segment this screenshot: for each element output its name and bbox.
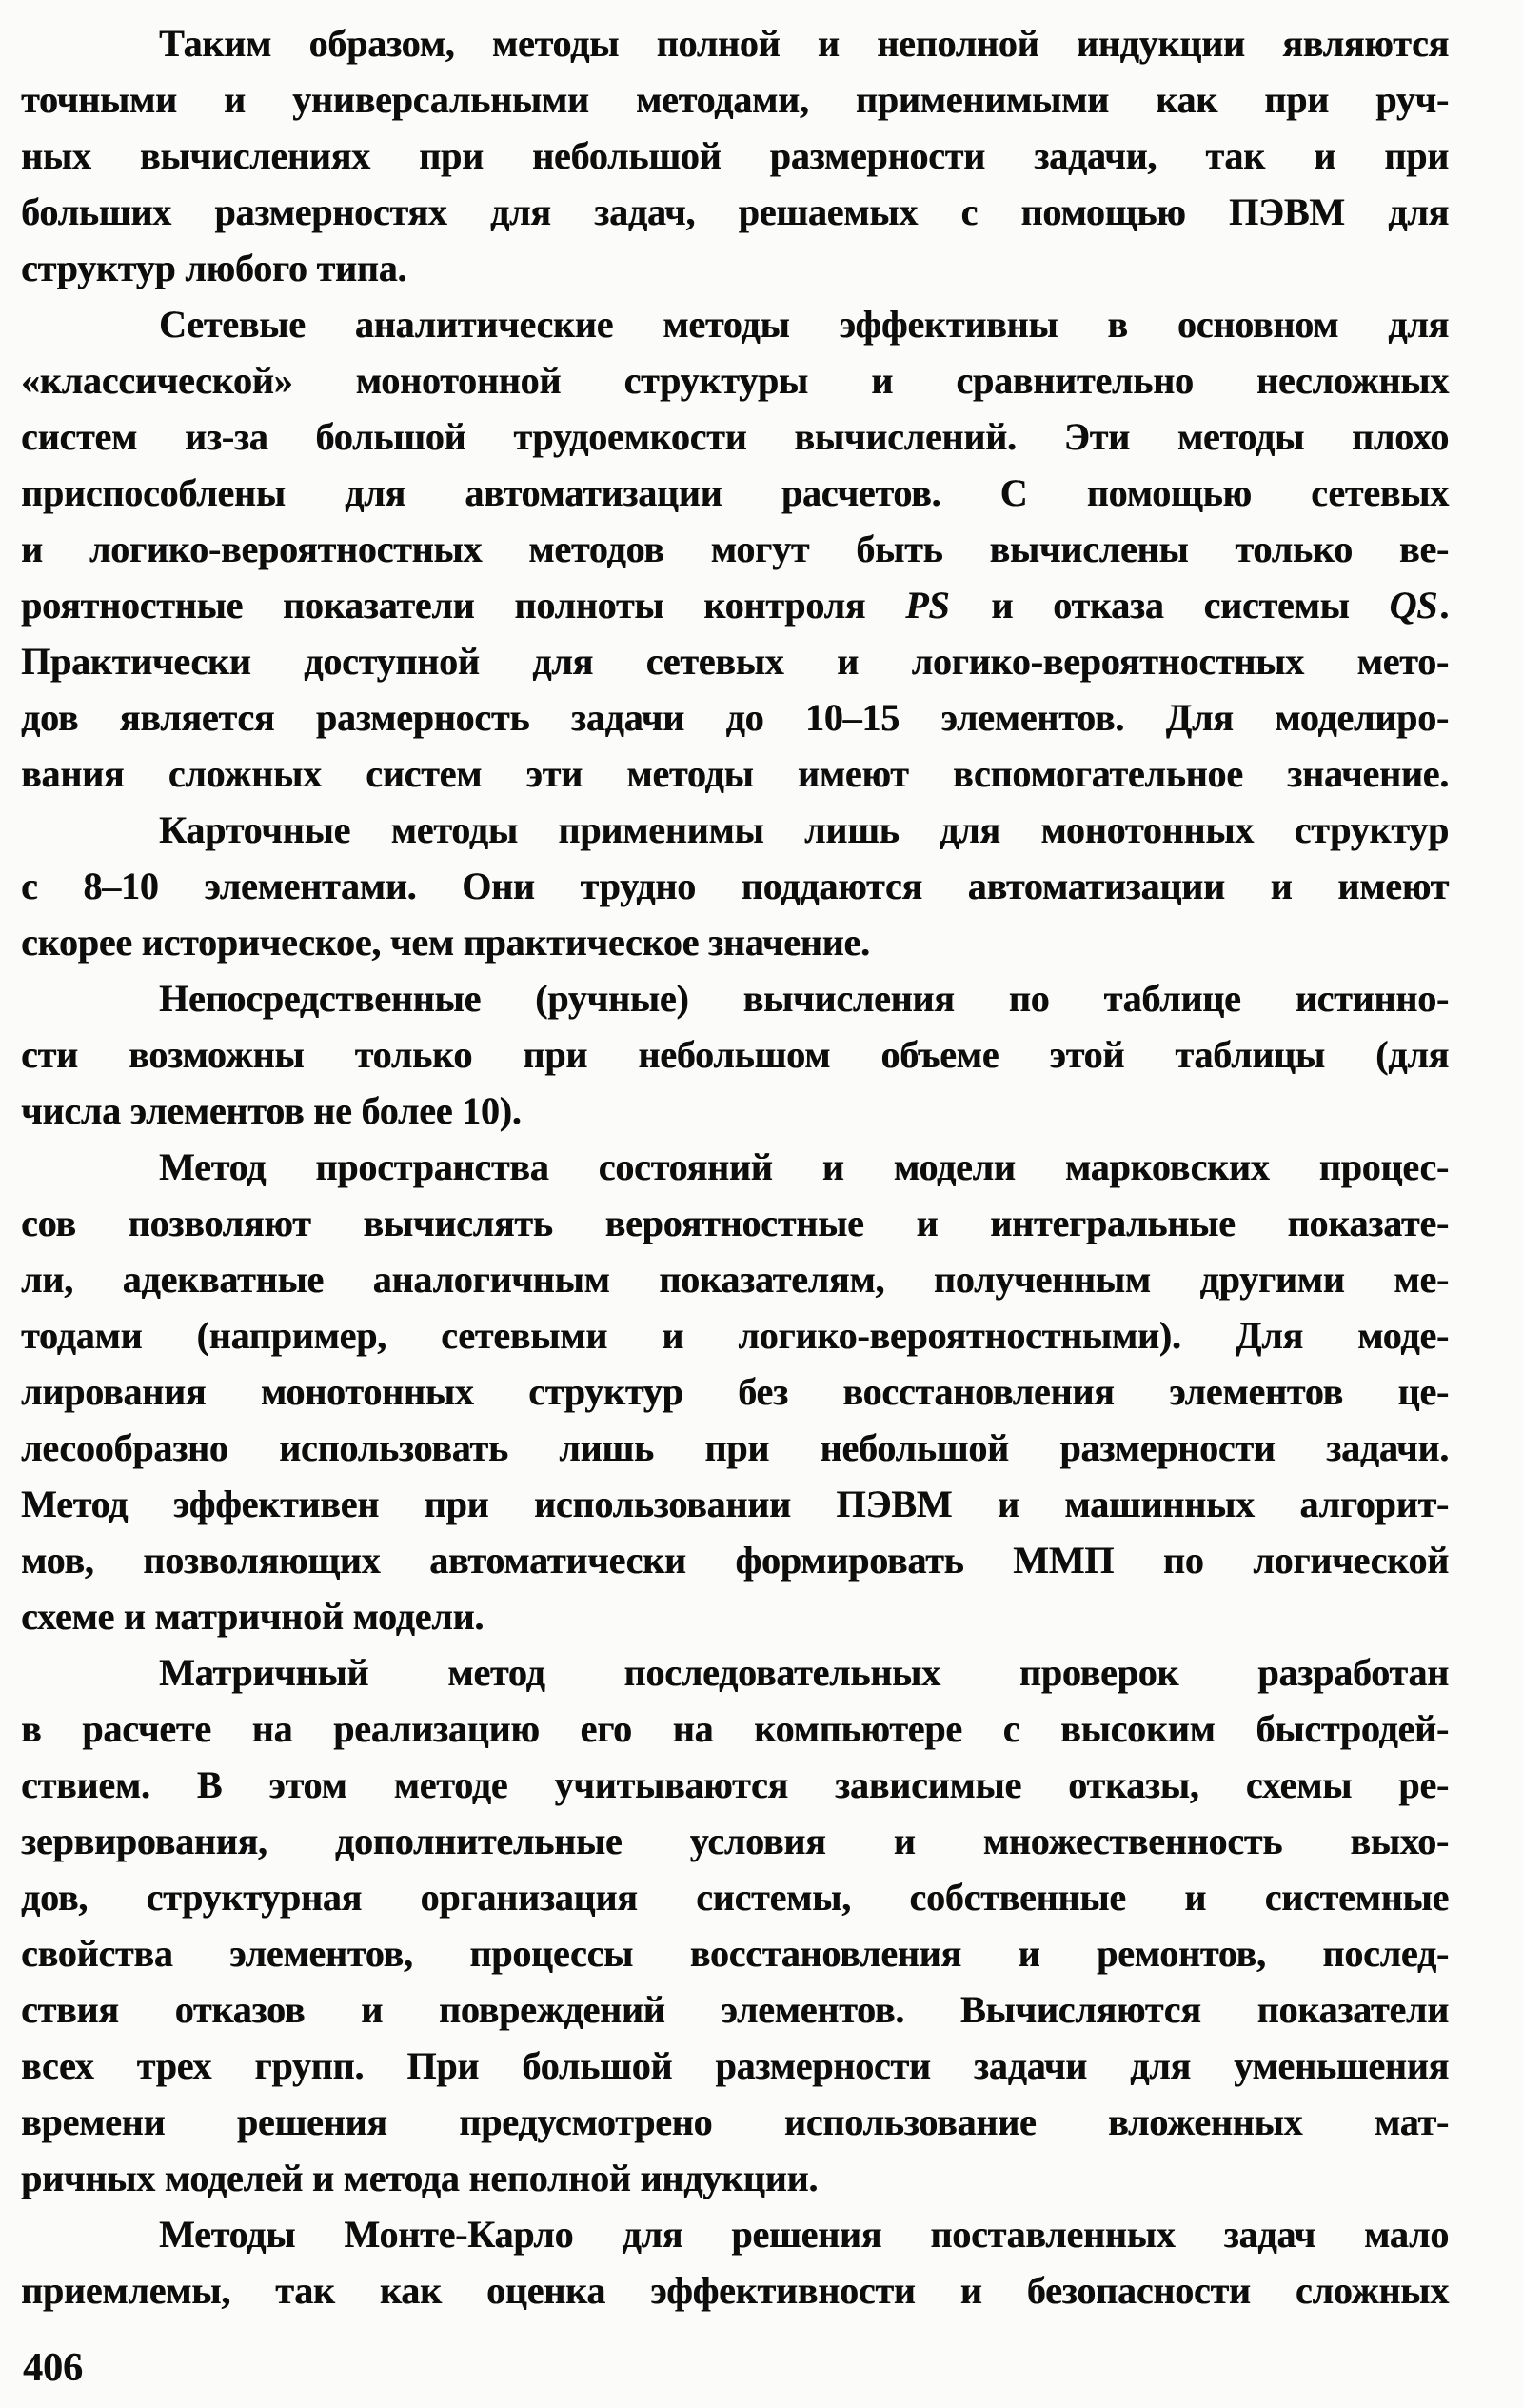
text-line: числа элементов не более 10).: [21, 1089, 522, 1132]
text-line: приемлемы, так как оценка эффективности и безопасности сложных: [21, 2269, 1449, 2312]
text-line: структур любого типа.: [21, 247, 407, 289]
text-line: ричных моделей и метода неполной индукции.: [21, 2157, 819, 2199]
text-line: Метод эффективен при использовании ПЭВМ и машинных алгорит-: [21, 1483, 1449, 1525]
italic-term: PS: [905, 584, 950, 627]
text-line: точными и универсальными методами, применимыми как при руч-: [21, 78, 1449, 121]
text-line: «классической» монотонной структуры и сравнительно несложных: [21, 359, 1449, 402]
text-line: сти возможны только при небольшом объеме этой таблицы (для: [21, 1033, 1449, 1076]
text-line: с 8–10 элементами. Они трудно поддаются автоматизации и имеют: [21, 865, 1449, 907]
text-line: и логико-вероятностных методов могут быть вычислены только ве-: [21, 527, 1449, 570]
text-line: Карточные методы применимы лишь для монотонных структур: [159, 808, 1449, 851]
text-line: свойства элементов, процессы восстановления и ремонтов, послед-: [21, 1932, 1449, 1975]
text-line: в расчете на реализацию его на компьютере с высоким быстродей-: [21, 1707, 1449, 1750]
text-line: скорее историческое, чем практическое значение.: [21, 921, 870, 964]
text-line: вания сложных систем эти методы имеют вспомогательное значение.: [21, 752, 1449, 795]
text-line: больших размерностях для задач, решаемых с помощью ПЭВМ для: [21, 190, 1449, 233]
text-line: лесообразно использовать лишь при небольшой размерности задачи.: [21, 1426, 1449, 1469]
text-line: сов позволяют вычислять вероятностные и интегральные показате-: [21, 1202, 1449, 1244]
italic-term: QS: [1389, 584, 1438, 627]
text-line: тодами (например, сетевыми и логико-вероятностными). Для моде-: [21, 1314, 1449, 1357]
text-line: Таким образом, методы полной и неполной индукции являются: [159, 22, 1449, 65]
text-line: зервирования, дополнительные условия и множественность выхо-: [21, 1820, 1449, 1862]
text-line: Метод пространства состояний и модели марковских процес-: [159, 1145, 1449, 1188]
text-line: систем из-за большой трудоемкости вычислений. Эти методы плохо: [21, 415, 1449, 458]
text-line: Непосредственные (ручные) вычисления по таблице истинно-: [159, 977, 1449, 1020]
page-number: 406: [23, 2346, 83, 2390]
text-line: Сетевые аналитические методы эффективны в основном для: [159, 303, 1449, 346]
text-line: лирования монотонных структур без восстановления элементов це-: [21, 1370, 1449, 1413]
page-text: [21, 15, 1449, 2318]
text-line: ствия отказов и повреждений элементов. Вычисляются показатели: [21, 1988, 1449, 2031]
text-line: схеме и матричной модели.: [21, 1595, 485, 1638]
text-line: дов является размерность задачи до 10–15 элементов. Для моделиро-: [21, 696, 1449, 739]
text-line: времени решения предусмотрено использование вложенных мат-: [21, 2100, 1449, 2143]
text-line: всех трех групп. При большой размерности задачи для уменьшения: [21, 2044, 1449, 2087]
text-line: мов, позволяющих автоматически формировать ММП по логической: [21, 1539, 1449, 1582]
text-line: приспособлены для автоматизации расчетов. С помощью сетевых: [21, 471, 1449, 514]
text-line: ли, адекватные аналогичным показателям, полученным другими ме-: [21, 1258, 1449, 1301]
text-line: ных вычислениях при небольшой размерности задачи, так и при: [21, 134, 1449, 177]
text-line: ствием. В этом методе учитываются зависимые отказы, схемы ре-: [21, 1763, 1449, 1806]
text-line: Методы Монте-Карло для решения поставленных задач мало: [159, 2213, 1449, 2256]
text-line: дов, структурная организация системы, собственные и системные: [21, 1876, 1449, 1919]
text-line: Матричный метод последовательных проверок разработан: [159, 1651, 1449, 1694]
text-line: роятностные показатели полноты контроля PS и отказа системы QS.: [21, 584, 1449, 627]
text-line: Практически доступной для сетевых и логико-вероятностных мето-: [21, 640, 1449, 683]
